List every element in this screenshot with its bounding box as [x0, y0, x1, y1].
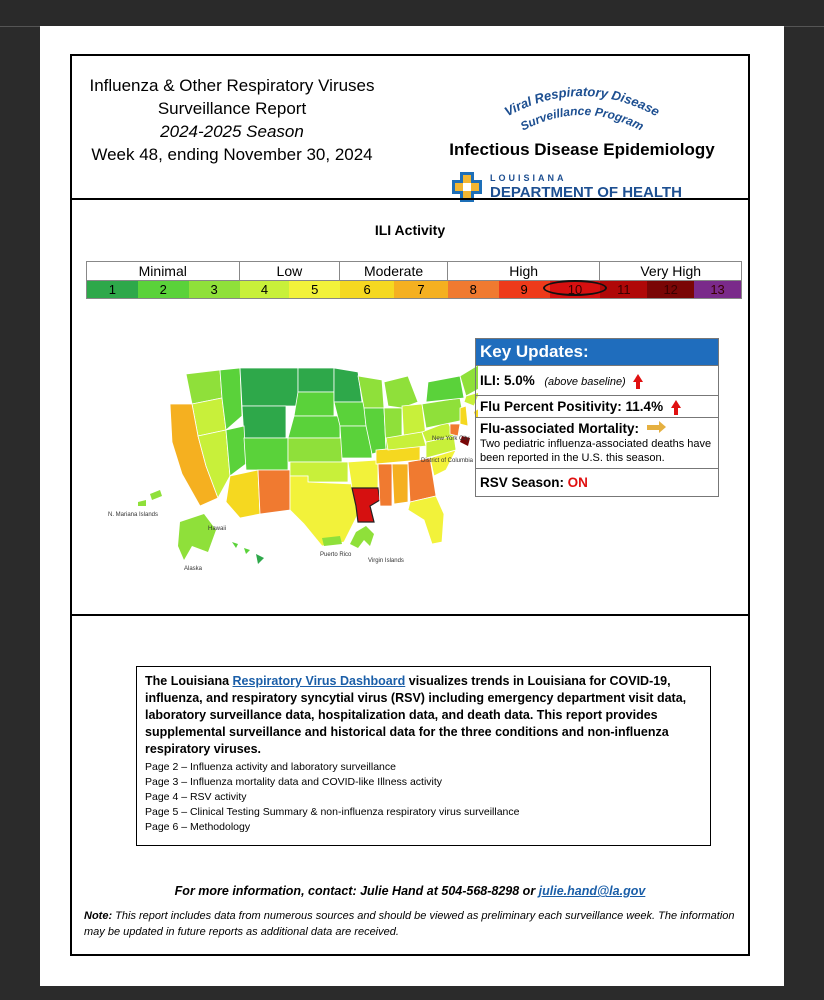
label-dc: District of Columbia — [421, 458, 474, 464]
map-state-region — [334, 368, 362, 402]
map-state-region — [408, 496, 444, 544]
increase-arrow-icon — [667, 399, 678, 414]
dashboard-info-box — [136, 666, 711, 846]
ili-level-cell: 11 — [600, 281, 647, 298]
map-state-region — [294, 392, 334, 416]
label-mariana: N. Mariana Islands — [108, 512, 159, 518]
dashboard-intro-start: The Louisiana — [145, 674, 233, 688]
map-state-region — [450, 424, 460, 436]
map-state-region — [244, 438, 288, 470]
alaska-shape — [178, 514, 216, 560]
page-index-item: Page 4 – RSV activity — [145, 791, 247, 803]
ku-rsv-value: ON — [567, 475, 588, 490]
ili-category-minimal: Minimal — [87, 262, 240, 280]
ili-level-cell: 10 — [550, 281, 601, 298]
key-updates-panel — [475, 338, 719, 497]
map-state-region — [288, 438, 342, 462]
ku-mortality-row — [476, 417, 718, 468]
map-state-region — [240, 368, 298, 406]
ili-activity-title: ILI Activity — [374, 222, 446, 238]
map-state-region — [384, 376, 418, 408]
ili-level-cell: 1 — [87, 281, 138, 298]
map-state-region — [226, 470, 260, 518]
report-season: 2024-2025 Season — [160, 122, 304, 141]
map-state-region — [288, 416, 340, 438]
map-state-region — [460, 406, 468, 426]
mariana-islands-shape — [150, 490, 162, 500]
ili-level-cell: 12 — [647, 281, 694, 298]
mariana-islands-shape — [138, 500, 146, 506]
map-state-region — [258, 470, 290, 514]
map-state-region — [348, 460, 378, 488]
program-line1: Viral Respiratory Disease — [501, 83, 663, 120]
ili-level-cell: 7 — [394, 281, 448, 298]
ku-ili-note: (above baseline) — [544, 376, 626, 388]
ili-level-cell: 5 — [289, 281, 340, 298]
section-divider — [72, 614, 748, 616]
report-title-line2: Surveillance Report — [157, 99, 307, 118]
map-state-region — [378, 464, 392, 506]
map-state-region — [422, 398, 464, 428]
ili-level-cell: 13 — [694, 281, 741, 298]
current-level-marker — [543, 280, 607, 296]
increase-arrow-icon — [629, 373, 640, 388]
page-index-item: Page 3 – Influenza mortality data and COVID-like Illness activity — [145, 776, 443, 788]
us-ili-map — [108, 346, 478, 576]
ku-ili-value: ILI: 5.0% — [480, 373, 535, 388]
ldh-logo — [450, 170, 730, 206]
ili-level-cell: 2 — [138, 281, 189, 298]
ku-ili-row — [476, 365, 718, 395]
program-line2: Surveillance Program — [518, 103, 646, 134]
ldh-department: DEPARTMENT OF HEALTH — [490, 184, 682, 201]
contact-text: For more information, contact: Julie Hand at 504-568-8298 or — [174, 884, 539, 898]
ili-category-very-high: Very High — [640, 263, 702, 279]
ldh-logo-block — [432, 66, 732, 201]
ldh-state: LOUISIANA — [490, 173, 567, 183]
ku-rsv-label: RSV Season: — [480, 475, 565, 490]
ili-activity-scale — [86, 261, 742, 299]
ku-rsv-row — [476, 468, 718, 496]
dashboard-intro — [145, 673, 702, 758]
ili-level-row — [86, 281, 742, 299]
page-index-item: Page 2 – Influenza activity and laboratory surveillance — [145, 761, 396, 773]
ku-mortality-label: Flu-associated Mortality: — [480, 421, 640, 436]
header-divider — [72, 198, 748, 200]
label-nyc: New York City — [432, 436, 470, 442]
page-index-list — [145, 760, 702, 835]
ili-level-cell: 6 — [340, 281, 394, 298]
contact-line — [72, 884, 748, 898]
ku-positivity-row — [476, 395, 718, 417]
label-alaska: Alaska — [184, 566, 203, 572]
epidemiology-unit: Infectious Disease Epidemiology — [449, 140, 715, 159]
viewer-top-bar — [0, 0, 824, 27]
report-week: Week 48, ending November 30, 2024 — [91, 145, 373, 164]
ili-level-cell: 3 — [189, 281, 240, 298]
svg-text:Surveillance Program — [518, 104, 646, 134]
key-updates-title: Key Updates: — [476, 339, 718, 365]
note-label: Note: — [84, 910, 113, 922]
ili-category-row — [86, 261, 742, 281]
stable-arrow-icon — [647, 425, 659, 430]
label-virgin-islands: Virgin Islands — [368, 558, 404, 564]
disclaimer-note — [84, 908, 744, 940]
report-frame — [70, 54, 750, 956]
hawaii-shape — [232, 542, 238, 548]
map-state-region — [426, 376, 464, 402]
map-state-region — [242, 406, 286, 438]
ku-positivity-value: Flu Percent Positivity: 11.4% — [480, 399, 664, 414]
ili-level-cell: 8 — [448, 281, 499, 298]
dashboard-intro-end: visualizes trends in Louisiana for COVID-19, influenza, and respiratory syncytial virus (RSV) including emergency department visit data, laboratory surveillance data, hospitalization data, and death data. This report provides supplemental surveillance and historical data for the three conditions and non-influenza respiratory viruses. — [145, 674, 687, 756]
map-state-region — [226, 426, 246, 476]
program-arc-logo — [432, 66, 732, 146]
ili-category-low: Low — [240, 262, 341, 280]
dashboard-link[interactable]: Respiratory Virus Dashboard — [232, 674, 406, 688]
ku-mortality-note: Two pediatric influenza-associated deaths have been reported in the U.S. this season. — [480, 438, 712, 464]
hawaii-shape — [244, 548, 250, 554]
virgin-islands-shape — [350, 526, 374, 548]
note-text: This report includes data from numerous sources and should be viewed as preliminary each surveillance week. The information may be updated in future reports as additional data are received. — [84, 910, 735, 938]
map-state-region — [334, 402, 366, 426]
label-puerto-rico: Puerto Rico — [320, 552, 352, 558]
label-hawaii: Hawaii — [208, 526, 227, 532]
hawaii-shape — [256, 554, 264, 564]
ili-level-cell: 4 — [240, 281, 290, 298]
contact-email-link[interactable]: julie.hand@la.gov — [538, 884, 646, 898]
map-state-region — [298, 368, 334, 392]
page-index-item: Page 6 – Methodology — [145, 821, 251, 833]
map-state-region — [290, 476, 358, 546]
report-title-line1: Influenza & Other Respiratory Viruses — [89, 76, 375, 95]
page-index-item: Page 5 – Clinical Testing Summary & non-influenza respiratory virus surveillance — [145, 806, 520, 818]
report-page — [40, 26, 784, 986]
ili-category-moderate: Moderate — [340, 262, 448, 280]
map-state-region — [392, 464, 408, 504]
report-title-block — [82, 74, 382, 166]
ili-level-cell: 9 — [499, 281, 550, 298]
ili-category-high: High — [448, 262, 601, 280]
